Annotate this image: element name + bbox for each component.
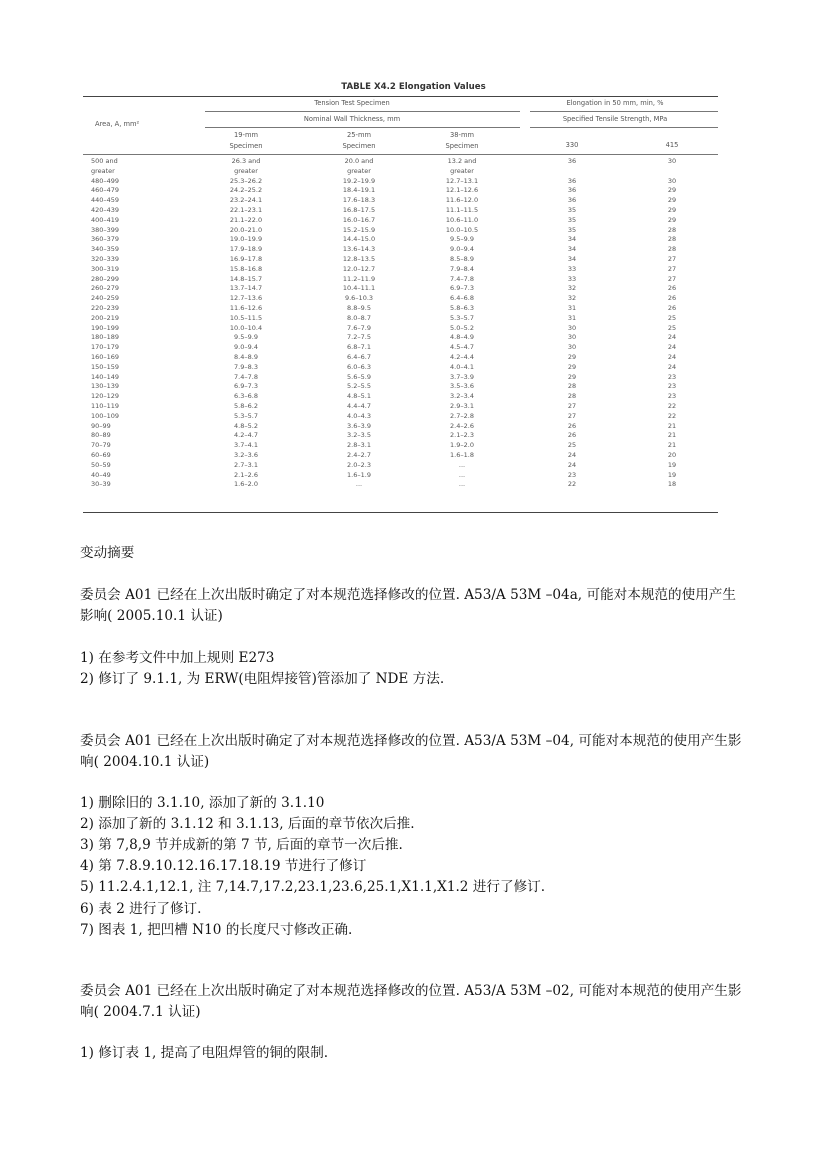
cell-e415: 24	[667, 333, 677, 342]
section-3-intro: 委员会 A01 已经在上次出版时确定了对本规范选择修改的位置. A53/A 53M –02, 可能对本规范的使用产生影响( 2004.7.1 认证)	[80, 983, 742, 1020]
cell-e330: 32	[567, 294, 577, 303]
table-top-rule	[83, 96, 718, 97]
cell-area: 40–49	[91, 470, 111, 479]
cell-e330: 24	[567, 460, 577, 469]
cell-area: 150–159	[91, 362, 120, 371]
cell-t19: 24.2–25.2	[229, 186, 263, 195]
cell-t19: 3.2–3.6	[234, 450, 258, 459]
cell-e415: 21	[667, 431, 677, 440]
table-row	[0, 480, 827, 490]
cell-t25: 16.8–17.5	[342, 205, 376, 214]
cell-t38: 12.1–12.6	[445, 186, 479, 195]
header-415: 415	[665, 141, 679, 149]
cell-t38: 7.4–7.8	[450, 274, 474, 283]
cell-e330: 26	[567, 421, 577, 430]
cell-area: 70–79	[91, 441, 111, 450]
cell-e415: 29	[667, 215, 677, 224]
cell-e415: 26	[667, 284, 677, 293]
section-2-item: 1) 删除旧的 3.1.10, 添加了新的 3.1.10	[80, 795, 325, 811]
cell-t38: 3.7–3.9	[450, 372, 474, 381]
table-row	[0, 177, 827, 187]
cell-e415: 24	[667, 352, 677, 361]
cell-e330: 29	[567, 372, 577, 381]
section-3-item: 1) 修订表 1, 提高了电阻焊管的铜的限制.	[80, 1045, 329, 1061]
cell-e415: 23	[667, 392, 677, 401]
cell-t38: 5.0–5.2	[450, 323, 474, 332]
cell-t19: 22.1–23.1	[229, 205, 263, 214]
cell-area: 380–399	[91, 225, 120, 234]
cell-area: 130–139	[91, 382, 120, 391]
cell-t25: 7.6–7.9	[347, 323, 371, 332]
cell-area: 80–89	[91, 431, 111, 440]
cell-e330: 33	[567, 264, 577, 273]
cell-e330: 28	[567, 382, 577, 391]
section-2-item: 4) 第 7.8.9.10.12.16.17.18.19 节进行了修订	[80, 858, 367, 874]
cell-e330: 28	[567, 392, 577, 401]
table-row	[0, 284, 827, 294]
section-2-item: 5) 11.2.4.1,12.1, 注 7,14.7,17.2,23.1,23.6,25.1,X1.1,X1.2 进行了修订.	[80, 879, 546, 895]
table-row	[0, 186, 827, 196]
cell-area: 320–339	[91, 254, 120, 263]
header-rule-1b	[530, 111, 718, 112]
cell-e330: 36	[567, 176, 577, 185]
cell-e415: 28	[667, 245, 677, 254]
table-row	[0, 245, 827, 255]
cell-area: 260–279	[91, 284, 120, 293]
cell-area: 140–149	[91, 372, 120, 381]
cell-t19: greater	[234, 166, 258, 175]
cell-e330: 36	[567, 186, 577, 195]
header-rule-2b	[530, 127, 718, 128]
cell-e415: 27	[667, 274, 677, 283]
table-row	[0, 412, 827, 422]
cell-e415: 22	[667, 401, 677, 410]
table-row	[0, 333, 827, 343]
cell-area: 100–109	[91, 411, 120, 420]
table-row	[0, 304, 827, 314]
cell-e415: 18	[667, 480, 677, 489]
table-body	[0, 157, 827, 490]
table-row	[0, 471, 827, 481]
cell-t25: 9.6–10.3	[344, 294, 374, 303]
cell-t25: 3.6–3.9	[347, 421, 371, 430]
cell-e330: 24	[567, 450, 577, 459]
cell-e330: 22	[567, 480, 577, 489]
cell-t25: 14.4–15.0	[342, 235, 376, 244]
header-25mm-specimen: 25-mm Specimen	[342, 131, 376, 150]
cell-t19: 6.3–6.8	[234, 392, 258, 401]
cell-t38: 2.9–3.1	[450, 401, 474, 410]
table-row	[0, 275, 827, 285]
cell-t38: 13.2 and	[447, 157, 477, 165]
cell-t38: 4.5–4.7	[450, 343, 474, 352]
cell-t19: 8.4–8.9	[234, 352, 258, 361]
cell-area: 420–439	[91, 205, 120, 214]
cell-t38: 7.9–8.4	[450, 264, 474, 273]
table-row	[0, 167, 827, 177]
cell-area: 120–129	[91, 392, 120, 401]
cell-t25: 4.0–4.3	[347, 411, 371, 420]
cell-e330: 33	[567, 274, 577, 283]
cell-t38: ...	[458, 460, 466, 469]
cell-t25: 20.0 and	[344, 157, 374, 165]
cell-t38: 4.8–4.9	[450, 333, 474, 342]
table-bottom-rule	[83, 512, 718, 513]
cell-t38: 11.1–11.5	[445, 205, 479, 214]
cell-e415: 21	[667, 421, 677, 430]
cell-area: 160–169	[91, 352, 120, 361]
cell-e330: 26	[567, 431, 577, 440]
header-rule-2a	[205, 127, 520, 128]
cell-e330: 32	[567, 284, 577, 293]
table-row	[0, 343, 827, 353]
cell-t19: 23.2–24.1	[229, 196, 263, 205]
cell-t19: 25.3–26.2	[229, 176, 263, 185]
cell-e330: 29	[567, 352, 577, 361]
cell-t25: 6.4–6.7	[347, 352, 371, 361]
cell-t38: 4.2–4.4	[450, 352, 474, 361]
cell-e330: 30	[567, 323, 577, 332]
cell-e415: 26	[667, 294, 677, 303]
cell-area: 90–99	[91, 421, 111, 430]
cell-t25: 6.8–7.1	[347, 343, 371, 352]
cell-t25: 19.2–19.9	[342, 176, 376, 185]
header-specified-tensile-strength: Specified Tensile Strength, MPa	[562, 115, 668, 123]
section-2-item: 7) 图表 1, 把凹槽 N10 的长度尺寸修改正确.	[80, 922, 353, 938]
cell-t38: 8.5–8.9	[450, 254, 474, 263]
table-row	[0, 451, 827, 461]
cell-e415: 29	[667, 205, 677, 214]
cell-t25: 12.8–13.5	[342, 254, 376, 263]
cell-e415: 21	[667, 441, 677, 450]
cell-e330: 36	[567, 196, 577, 205]
cell-e415: 30	[667, 157, 677, 165]
cell-e330: 34	[567, 235, 577, 244]
cell-t19: 1.6–2.0	[234, 480, 258, 489]
cell-e415: 28	[667, 225, 677, 234]
cell-e330: 34	[567, 254, 577, 263]
cell-e415: 27	[667, 254, 677, 263]
cell-t25: 18.4–19.1	[342, 186, 376, 195]
cell-t38: 9.0–9.4	[450, 245, 474, 254]
cell-t19: 6.9–7.3	[234, 382, 258, 391]
cell-area: 110–119	[91, 401, 120, 410]
cell-area: 280–299	[91, 274, 120, 283]
cell-area: 190–199	[91, 323, 120, 332]
table-row	[0, 392, 827, 402]
cell-t25: 12.0–12.7	[342, 264, 376, 273]
cell-e415: 23	[667, 372, 677, 381]
cell-t19: 17.9–18.9	[229, 245, 263, 254]
cell-t19: 2.1–2.6	[234, 470, 258, 479]
table-row	[0, 402, 827, 412]
header-19mm-specimen: 19-mm Specimen	[229, 131, 263, 150]
cell-e330: 25	[567, 441, 577, 450]
cell-t19: 15.8–16.8	[229, 264, 263, 273]
section-1-intro: 委员会 A01 已经在上次出版时确定了对本规范选择修改的位置. A53/A 53M –04a, 可能对本规范的使用产生影响( 2005.10.1 认证)	[80, 587, 736, 624]
cell-e330: 31	[567, 313, 577, 322]
cell-t25: 8.8–9.5	[347, 303, 371, 312]
cell-t38: 6.4–6.8	[450, 294, 474, 303]
section-1-item: 1) 在参考文件中加上规则 E273	[80, 650, 275, 666]
cell-t38: 1.6–1.8	[450, 450, 474, 459]
cell-t25: 10.4–11.1	[342, 284, 376, 293]
cell-area: 220–239	[91, 303, 120, 312]
table-row	[0, 373, 827, 383]
cell-t38: 5.3–5.7	[450, 313, 474, 322]
cell-t25: 11.2–11.9	[342, 274, 376, 283]
cell-t19: 21.1–22.0	[229, 215, 263, 224]
cell-e330: 34	[567, 245, 577, 254]
cell-t38: 3.2–3.4	[450, 392, 474, 401]
table-row	[0, 294, 827, 304]
cell-area: 440–459	[91, 196, 120, 205]
cell-t38: 2.1–2.3	[450, 431, 474, 440]
cell-area: 30–39	[91, 480, 111, 489]
header-area: Area, A, mm²	[95, 120, 140, 128]
cell-t19: 4.8–5.2	[234, 421, 258, 430]
cell-e415: 30	[667, 176, 677, 185]
cell-t38: greater	[450, 166, 474, 175]
cell-t38: ...	[458, 470, 466, 479]
table-row	[0, 216, 827, 226]
cell-area: 480–499	[91, 176, 120, 185]
table-row	[0, 324, 827, 334]
table-row	[0, 206, 827, 216]
table-row	[0, 235, 827, 245]
table-row	[0, 255, 827, 265]
cell-area: 340–359	[91, 245, 120, 254]
cell-t38: 3.5–3.6	[450, 382, 474, 391]
header-bottom-rule	[83, 154, 718, 155]
cell-e330: 36	[567, 157, 577, 165]
header-rule-1a	[205, 111, 520, 112]
section-2-item: 3) 第 7,8,9 节并成新的第 7 节, 后面的章节一次后推.	[80, 837, 403, 853]
table-row	[0, 382, 827, 392]
cell-e415: 25	[667, 323, 677, 332]
table-row	[0, 314, 827, 324]
table-row	[0, 353, 827, 363]
cell-t19: 2.7–3.1	[234, 460, 258, 469]
cell-t19: 11.6–12.6	[229, 303, 263, 312]
cell-area: 360–379	[91, 235, 120, 244]
table-row	[0, 461, 827, 471]
cell-e330: 30	[567, 343, 577, 352]
cell-t25: 1.6–1.9	[347, 470, 371, 479]
cell-e415: 19	[667, 460, 677, 469]
table-row	[0, 265, 827, 275]
header-nominal-wall-thickness: Nominal Wall Thickness, mm	[303, 115, 401, 123]
cell-t38: 11.6–12.0	[445, 196, 479, 205]
cell-e415: 19	[667, 470, 677, 479]
cell-t19: 13.7–14.7	[229, 284, 263, 293]
table-row	[0, 363, 827, 373]
cell-t19: 16.9–17.8	[229, 254, 263, 263]
cell-t25: 4.4–4.7	[347, 401, 371, 410]
cell-e415: 28	[667, 235, 677, 244]
cell-t19: 9.5–9.9	[234, 333, 258, 342]
cell-t25: ...	[355, 480, 363, 489]
cell-e415: 26	[667, 303, 677, 312]
cell-t38: 6.9–7.3	[450, 284, 474, 293]
table-row	[0, 422, 827, 432]
cell-e330: 23	[567, 470, 577, 479]
summary-heading: 变动摘要	[80, 545, 135, 561]
cell-t19: 3.7–4.1	[234, 441, 258, 450]
cell-t25: 6.0–6.3	[347, 362, 371, 371]
cell-t19: 5.8–6.2	[234, 401, 258, 410]
cell-e330: 30	[567, 333, 577, 342]
cell-t25: 17.6–18.3	[342, 196, 376, 205]
cell-t19: 26.3 and	[231, 157, 261, 165]
cell-t38: 9.5–9.9	[450, 235, 474, 244]
cell-area: 180–189	[91, 333, 120, 342]
table-title: TABLE X4.2 Elongation Values	[341, 82, 486, 92]
cell-t19: 7.9–8.3	[234, 362, 258, 371]
cell-e415: 24	[667, 343, 677, 352]
cell-area: 200–219	[91, 313, 120, 322]
cell-area: 60–69	[91, 450, 111, 459]
cell-e415: 22	[667, 411, 677, 420]
cell-t25: greater	[347, 166, 371, 175]
cell-t25: 15.2–15.9	[342, 225, 376, 234]
cell-t19: 9.0–9.4	[234, 343, 258, 352]
cell-t38: 10.0–10.5	[445, 225, 479, 234]
cell-area: 300–319	[91, 264, 120, 273]
table-row	[0, 431, 827, 441]
cell-t25: 8.0–8.7	[347, 313, 371, 322]
cell-t38: 2.7–2.8	[450, 411, 474, 420]
section-2-item: 2) 添加了新的 3.1.12 和 3.1.13, 后面的章节依次后推.	[80, 816, 415, 832]
cell-e330: 27	[567, 401, 577, 410]
cell-t25: 7.2–7.5	[347, 333, 371, 342]
section-2-item: 6) 表 2 进行了修订.	[80, 901, 202, 917]
cell-t19: 10.5–11.5	[229, 313, 263, 322]
cell-t19: 4.2–4.7	[234, 431, 258, 440]
cell-t25: 4.8–5.1	[347, 392, 371, 401]
cell-e330: 35	[567, 205, 577, 214]
cell-t38: 2.4–2.6	[450, 421, 474, 430]
cell-t25: 5.6–5.9	[347, 372, 371, 381]
cell-t19: 12.7–13.6	[229, 294, 263, 303]
cell-t38: 1.9–2.0	[450, 441, 474, 450]
cell-t19: 14.8–15.7	[229, 274, 263, 283]
cell-e415: 23	[667, 382, 677, 391]
cell-t25: 5.2–5.5	[347, 382, 371, 391]
cell-area: 50–59	[91, 460, 111, 469]
cell-t25: 2.4–2.7	[347, 450, 371, 459]
header-elongation: Elongation in 50 mm, min, %	[566, 99, 664, 107]
cell-t19: 19.0–19.9	[229, 235, 263, 244]
cell-t38: 12.7–13.1	[445, 176, 479, 185]
cell-t19: 20.0–21.0	[229, 225, 263, 234]
cell-t19: 10.0–10.4	[229, 323, 263, 332]
cell-e330: 29	[567, 362, 577, 371]
cell-e415: 24	[667, 362, 677, 371]
cell-t25: 3.2–3.5	[347, 431, 371, 440]
table-row	[0, 196, 827, 206]
header-38mm-specimen: 38-mm Specimen	[445, 131, 479, 150]
cell-t25: 2.0–2.3	[347, 460, 371, 469]
cell-area: 500 and	[91, 157, 118, 165]
cell-t38: 10.6–11.0	[445, 215, 479, 224]
table-row	[0, 441, 827, 451]
cell-t19: 5.3–5.7	[234, 411, 258, 420]
cell-area: greater	[91, 166, 115, 175]
cell-t38: ...	[458, 480, 466, 489]
section-1-item: 2) 修订了 9.1.1, 为 ERW(电阻焊接管)管添加了 NDE 方法.	[80, 671, 445, 687]
cell-e330: 31	[567, 303, 577, 312]
cell-e415: 29	[667, 196, 677, 205]
cell-area: 240–259	[91, 294, 120, 303]
cell-t25: 2.8–3.1	[347, 441, 371, 450]
section-2-intro: 委员会 A01 已经在上次出版时确定了对本规范选择修改的位置. A53/A 53M –04, 可能对本规范的使用产生影响( 2004.10.1 认证)	[80, 733, 742, 770]
cell-e330: 27	[567, 411, 577, 420]
cell-t19: 7.4–7.8	[234, 372, 258, 381]
cell-t38: 5.8–6.3	[450, 303, 474, 312]
cell-area: 460–479	[91, 186, 120, 195]
table-row	[0, 157, 827, 167]
cell-area: 170–179	[91, 343, 120, 352]
cell-e415: 25	[667, 313, 677, 322]
cell-t25: 13.6–14.3	[342, 245, 376, 254]
cell-t25: 16.0–16.7	[342, 215, 376, 224]
cell-e415: 29	[667, 186, 677, 195]
cell-e415: 27	[667, 264, 677, 273]
cell-e330: 35	[567, 225, 577, 234]
cell-e330: 35	[567, 215, 577, 224]
header-tension-test-specimen: Tension Test Specimen	[314, 99, 390, 107]
cell-area: 400–419	[91, 215, 120, 224]
table-row	[0, 226, 827, 236]
cell-e415: 20	[667, 450, 677, 459]
header-330: 330	[565, 141, 579, 149]
cell-t38: 4.0–4.1	[450, 362, 474, 371]
